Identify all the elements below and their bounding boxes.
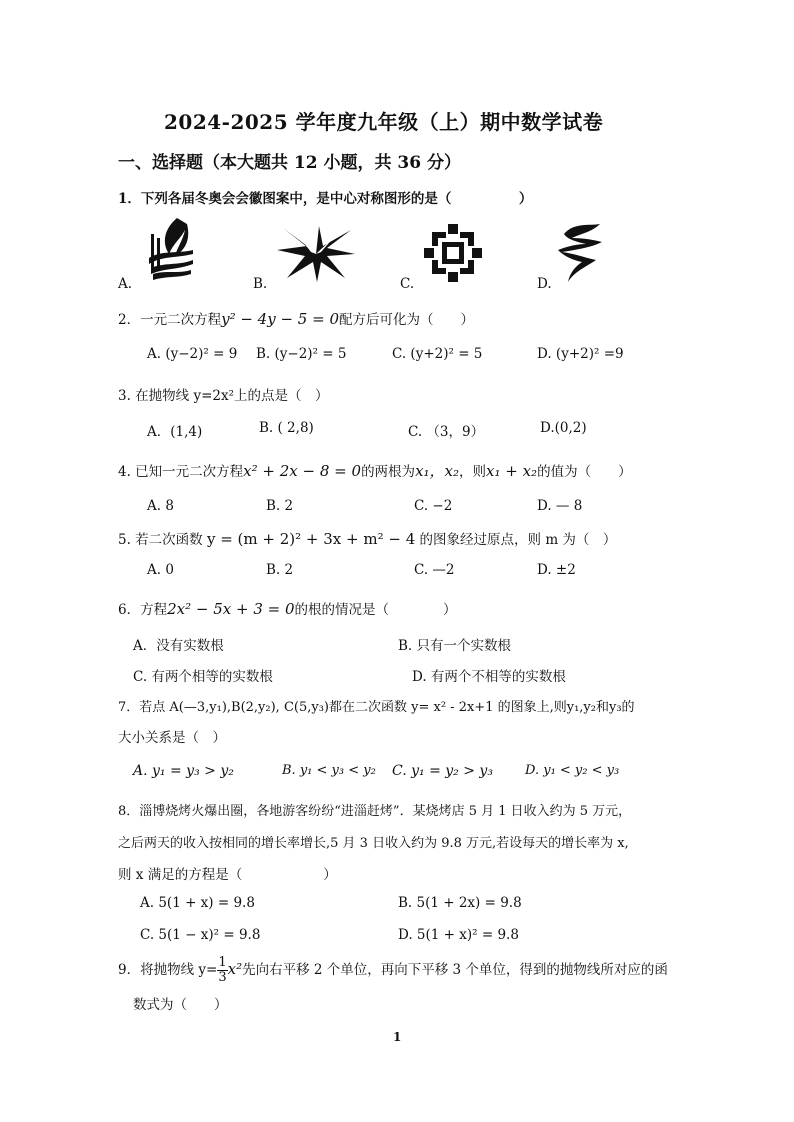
q4-option-c[interactable]: C. −2 <box>414 498 453 514</box>
q4-option-a[interactable]: A. 8 <box>147 498 174 514</box>
q9-fraction-denominator: 3 <box>218 970 227 985</box>
q3-option-b[interactable]: B. ( 2,8) <box>259 420 314 436</box>
q9-fraction <box>217 956 227 985</box>
q3-option-d[interactable]: D.(0,2) <box>540 420 587 436</box>
q9-fraction-numerator: 1 <box>218 955 227 970</box>
q7-option-a[interactable]: A. y₁ = y₃ > y₂ <box>133 763 234 779</box>
q4-roots: x₁，x₂ <box>415 462 460 480</box>
option-label-b: B. <box>253 276 268 292</box>
option-label-c: C. <box>400 276 415 292</box>
q8-option-c[interactable]: C. 5(1 − x)² = 9.8 <box>140 927 261 943</box>
option-label-d: D. <box>537 276 552 292</box>
q9-post: 先向右平移 2 个单位，再向下平移 3 个单位，得到的抛物线所对应的函 <box>242 962 668 978</box>
q9-pre: 9．将抛物线 y= <box>118 962 218 978</box>
q4-option-b[interactable]: B. 2 <box>266 498 294 514</box>
q4-mid2: ，则 <box>459 464 487 480</box>
emblem-c-icon <box>424 224 482 282</box>
q6-option-a[interactable]: A．没有实数根 <box>133 638 224 654</box>
q2-equation: y² − 4y − 5 = 0 <box>221 310 339 328</box>
q5-option-a[interactable]: A. 0 <box>147 562 174 578</box>
q2-pre: 2．一元二次方程 <box>118 312 222 328</box>
question-8-line-3: 则 x 满足的方程是（ ） <box>118 867 337 883</box>
q6-option-c[interactable]: C. 有两个相等的实数根 <box>133 669 273 685</box>
q6-post: 的根的情况是（ ） <box>294 602 457 618</box>
question-6-stem <box>118 598 457 618</box>
q2-post: 配方后可化为（ ） <box>339 312 474 328</box>
q5-equation: y = (m + 2)² + 3x + m² − 4 <box>206 530 416 548</box>
section-heading: 一、选择题（本大题共 12 小题，共 36 分） <box>118 153 461 173</box>
question-7-line-2: 大小关系是（ ） <box>118 730 226 746</box>
q7-option-b[interactable]: B. y₁ < y₃ < y₂ <box>282 763 376 778</box>
q9-variable: x² <box>227 960 243 978</box>
q8-option-d[interactable]: D. 5(1 + x)² = 9.8 <box>398 927 519 943</box>
question-2-stem <box>118 308 474 328</box>
q7-option-c[interactable]: C. y₁ = y₂ > y₃ <box>392 763 493 779</box>
q4-post: 的值为（ ） <box>537 464 632 480</box>
q3-option-a[interactable]: A．(1,4) <box>147 424 203 440</box>
question-8-line-2: 之后两天的收入按相同的增长率增长,5 月 3 日收入约为 9.8 万元,若设每天的增长率为 x, <box>118 836 629 851</box>
q5-post: 的图象经过原点，则 m 为（ ） <box>419 532 617 548</box>
q2-option-a[interactable]: A. (y−2)² = 9 <box>147 346 238 362</box>
q8-option-a[interactable]: A. 5(1 + x) = 9.8 <box>140 895 255 911</box>
question-9-line-2: 数式为（ ） <box>133 997 228 1013</box>
question-8-line-1: 8．淄博烧烤火爆出圈，各地游客纷纷“进淄赶烤”．某烧烤店 5 月 1 日收入约为 5 万元， <box>118 804 632 819</box>
q5-pre: 5. 若二次函数 <box>118 532 203 548</box>
q6-equation: 2x² − 5x + 3 = 0 <box>167 600 295 618</box>
q7-option-d[interactable]: D. y₁ < y₂ < y₃ <box>525 763 620 778</box>
question-4-stem <box>118 460 632 481</box>
question-7-line-1: 7．若点 A(—3,y₁),B(2,y₂), C(5,y₃)都在二次函数 y= x² - 2x+1 的图象上,则y₁,y₂和y₃的 <box>118 700 635 715</box>
option-label-a: A. <box>118 276 133 292</box>
q4-option-d[interactable]: D. — 8 <box>537 498 583 514</box>
q4-mid: 的两根为 <box>361 464 416 480</box>
q8-option-b[interactable]: B. 5(1 + 2x) = 9.8 <box>398 895 522 911</box>
question-1-stem: 1．下列各届冬奥会会徽图案中，是中心对称图形的是（ ） <box>118 191 533 207</box>
q4-pre: 4. 已知一元二次方程 <box>118 464 244 480</box>
emblem-d-icon <box>556 222 604 284</box>
q2-option-d[interactable]: D. (y+2)² =9 <box>537 346 624 362</box>
q5-option-d[interactable]: D. ±2 <box>537 562 576 578</box>
page-number: 1 <box>393 1030 402 1044</box>
page-title: 2024-2025 学年度九年级（上）期中数学试卷 <box>164 110 604 134</box>
q4-sum: x₁ + x₂ <box>486 462 538 480</box>
question-3-stem: 3. 在抛物线 y=2x²上的点是（ ） <box>118 388 329 404</box>
q5-option-b[interactable]: B. 2 <box>266 562 294 578</box>
q2-option-b[interactable]: B. (y−2)² = 5 <box>256 346 347 362</box>
q6-option-b[interactable]: B. 只有一个实数根 <box>398 638 512 654</box>
q6-option-d[interactable]: D. 有两个不相等的实数根 <box>412 669 566 685</box>
emblem-b-icon <box>273 224 359 284</box>
q5-option-c[interactable]: C. —2 <box>414 562 455 578</box>
emblem-a-icon <box>147 214 197 280</box>
q4-equation: x² + 2x − 8 = 0 <box>243 462 362 480</box>
q2-option-c[interactable]: C. (y+2)² = 5 <box>392 346 483 362</box>
q3-option-c[interactable]: C. （3，9） <box>408 424 485 440</box>
question-5-stem <box>118 528 616 548</box>
q6-pre: 6．方程 <box>118 602 168 618</box>
question-9-line-1 <box>118 956 668 985</box>
